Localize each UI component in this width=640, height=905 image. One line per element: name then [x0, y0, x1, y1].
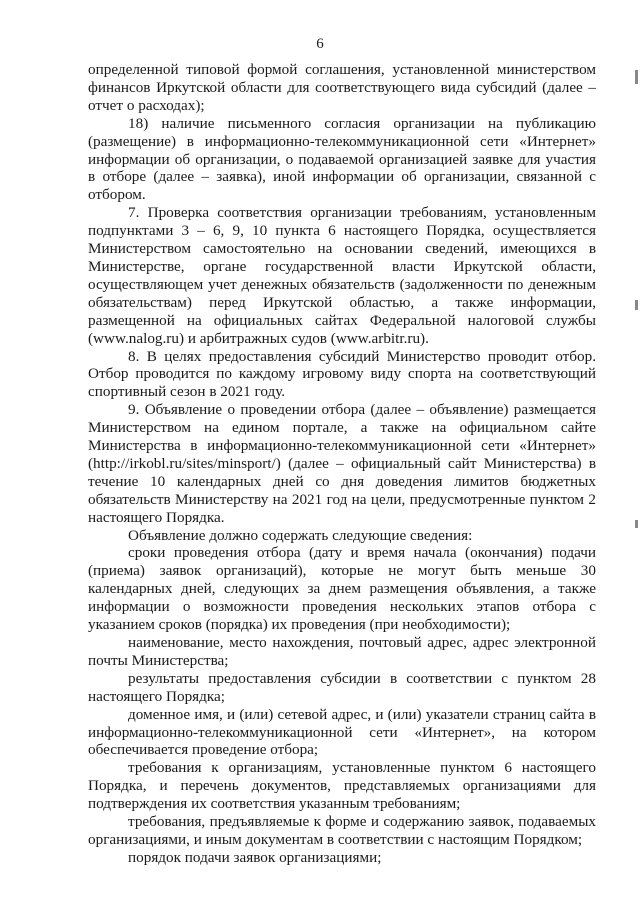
document-body	[88, 61, 596, 867]
paragraph: 9. Объявление о проведении отбора (далее – объявление) размещается Министерством на едином портале, а также на официальном сайте Министерства в информационно-телекоммуникационной сети «Интернет» (http://irkobl.ru/sites/minsport/) (далее – официальный сайт Министерства) в течение 10 календарных дней со дня доведения лимитов бюджетных обязательств Министерству на 2021 год на цели, предусмотренные пунктом 2 настоящего Порядка.	[88, 401, 596, 526]
paragraph: 7. Проверка соответствия организации требованиям, установленным подпунктами 3 – 6, 9, 10 пункта 6 настоящего Порядка, осуществляется Министерством самостоятельно на основании сведений, имеющихся в Министерстве, органе государственной власти Иркутской области, осуществляющем учет денежных обязательств (задолженности по денежным обязательствам) перед Иркутской областью, а также информации, размещенной на официальных сайтах Федеральной налоговой службы (www.nalog.ru) и арбитражных судов (www.arbitr.ru).	[88, 204, 596, 347]
scan-edge-mark	[635, 520, 638, 528]
scan-edge-mark	[635, 70, 638, 84]
paragraph: доменное имя, и (или) сетевой адрес, и (или) указатели страниц сайта в информационно-телекоммуникационной сети «Интернет», на котором обеспечивается проведение отбора;	[88, 705, 596, 759]
paragraph: 18) наличие письменного согласия организации на публикацию (размещение) в информационно-телекоммуникационной сети «Интернет» информации об организации, о подаваемой организацией заявке для участия в отборе (далее – заявка), иной информации об организации, связанной с отбором.	[88, 114, 596, 204]
page-number: 6	[316, 36, 324, 52]
paragraph: требования, предъявляемые к форме и содержанию заявок, подаваемых организациями, и иным документам в соответствии с настоящим Порядком;	[88, 813, 596, 848]
paragraph: сроки проведения отбора (дату и время начала (окончания) подачи (приема) заявок организаций), которые не могут быть меньше 30 календарных дней, следующих за днем размещения объявления, а также информации о возможности проведения нескольких этапов отбора с указанием сроков (порядка) их проведения (при необходимости);	[88, 544, 596, 634]
paragraph: определенной типовой формой соглашения, установленной министерством финансов Иркутской области для соответствующего вида субсидий (далее – отчет о расходах);	[88, 61, 596, 114]
paragraph: требования к организациям, установленные пунктом 6 настоящего Порядка, и перечень документов, представляемых организациями для подтверждения их соответствия указанным требованиям;	[88, 759, 596, 813]
paragraph: наименование, место нахождения, почтовый адрес, адрес электронной почты Министерства;	[88, 634, 596, 669]
paragraph: Объявление должно содержать следующие сведения:	[128, 526, 473, 544]
scan-edge-mark	[635, 300, 638, 310]
paragraph: 8. В целях предоставления субсидий Министерство проводит отбор. Отбор проводится по каждому игровому виду спорта на соответствующий спортивный сезон в 2021 году.	[88, 347, 596, 401]
paragraph: порядок подачи заявок организациями;	[128, 848, 382, 866]
paragraph: результаты предоставления субсидии в соответствии с пунктом 28 настоящего Порядка;	[88, 669, 596, 705]
